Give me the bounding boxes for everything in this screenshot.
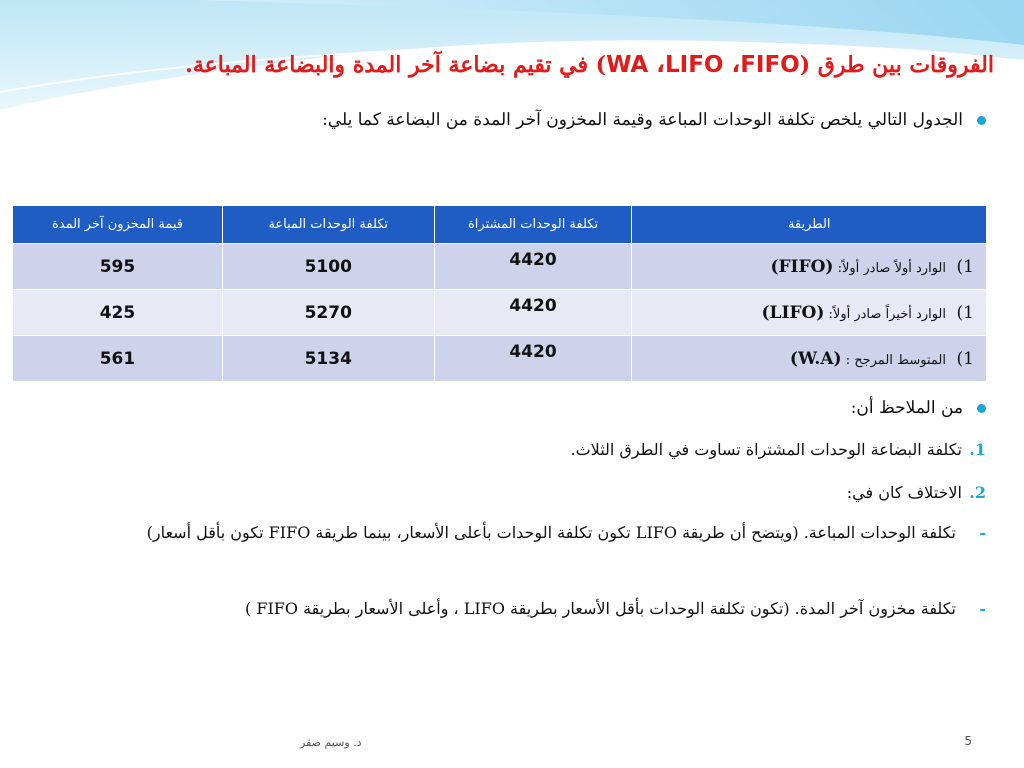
sold-cost-cell: 5270	[222, 290, 434, 336]
observation-bullet	[851, 398, 986, 418]
inventory-cell: 595	[13, 244, 223, 290]
dash-item	[71, 518, 986, 548]
dash-text: تكلفة مخزون آخر المدة. (تكون تكلفة الوحدات بأقل الأسعار بطريقة LIFO ، وأعلى الأسعار بطريقة FIFO )	[245, 599, 956, 618]
method-cell	[632, 244, 987, 290]
method-name: الوارد أخيراً صادر أولاً:	[824, 306, 946, 322]
footer-author: د. وسيم صقر	[300, 736, 362, 749]
header-purchased-cost: تكلفة الوحدات المشتراة	[434, 206, 632, 244]
item-number: 1.	[969, 440, 986, 459]
method-cell	[632, 290, 987, 336]
title-methods: WA ،LIFO ،FIFO	[606, 52, 800, 78]
method-abbr: (W.A)	[789, 348, 842, 369]
sold-cost-cell: 5134	[222, 336, 434, 382]
method-name: الوارد أولاً صادر أولاً:	[833, 260, 946, 276]
intro-text: الجدول التالي يلخص تكلفة الوحدات المباعة وقيمة المخزون آخر المدة من البضاعة كما يلي:	[322, 110, 963, 130]
inventory-cell: 561	[13, 336, 223, 382]
table-header-row	[13, 206, 987, 244]
purchased-cost-cell: 4420	[434, 336, 632, 382]
table-row	[13, 290, 987, 336]
method-abbr: (FIFO)	[770, 256, 834, 277]
header-sold-cost: تكلفة الوحدات المباعة	[222, 206, 434, 244]
method-abbr: (LIFO)	[761, 302, 825, 323]
dash-marker: -	[979, 599, 986, 618]
summary-table	[12, 205, 987, 382]
table-row	[13, 244, 987, 290]
numbered-item	[66, 440, 986, 459]
bullet-dot-icon	[977, 404, 986, 413]
title-part-1: الفروقات بين طرق (	[799, 52, 994, 78]
dash-text: تكلفة الوحدات المباعة. (ويتضح أن طريقة LIFO تكون تكلفة الوحدات بأعلى الأسعار، بينما طريقة FIFO تكون بأقل أسعار)	[146, 523, 956, 542]
slide-title	[54, 52, 994, 78]
header-method: الطريقة	[632, 206, 987, 244]
row-number: 1)	[956, 302, 974, 323]
dash-marker: -	[979, 523, 986, 542]
row-number: 1)	[956, 256, 974, 277]
table-row	[13, 336, 987, 382]
purchased-cost-cell: 4420	[434, 244, 632, 290]
sold-cost-cell: 5100	[222, 244, 434, 290]
dash-item	[71, 594, 986, 624]
method-cell	[632, 336, 987, 382]
item-text: الاختلاف كان في:	[846, 483, 962, 502]
bullet-dot-icon	[977, 116, 986, 125]
observation-text: من الملاحظ أن:	[850, 398, 963, 418]
method-name: المتوسط المرجح :	[841, 352, 946, 368]
title-part-2: ) في تقيم بضاعة آخر المدة والبضاعة المباعة.	[185, 52, 607, 78]
page-number: 5	[964, 734, 972, 748]
inventory-cell: 425	[13, 290, 223, 336]
item-text: تكلفة البضاعة الوحدات المشتراة تساوت في الطرق الثلاث.	[570, 440, 962, 459]
item-number: 2.	[969, 483, 986, 502]
numbered-item	[66, 483, 986, 502]
row-number: 1)	[956, 348, 974, 369]
intro-bullet	[322, 110, 986, 130]
header-ending-inventory: قيمة المخزون آخر المدة	[13, 206, 223, 244]
purchased-cost-cell: 4420	[434, 290, 632, 336]
